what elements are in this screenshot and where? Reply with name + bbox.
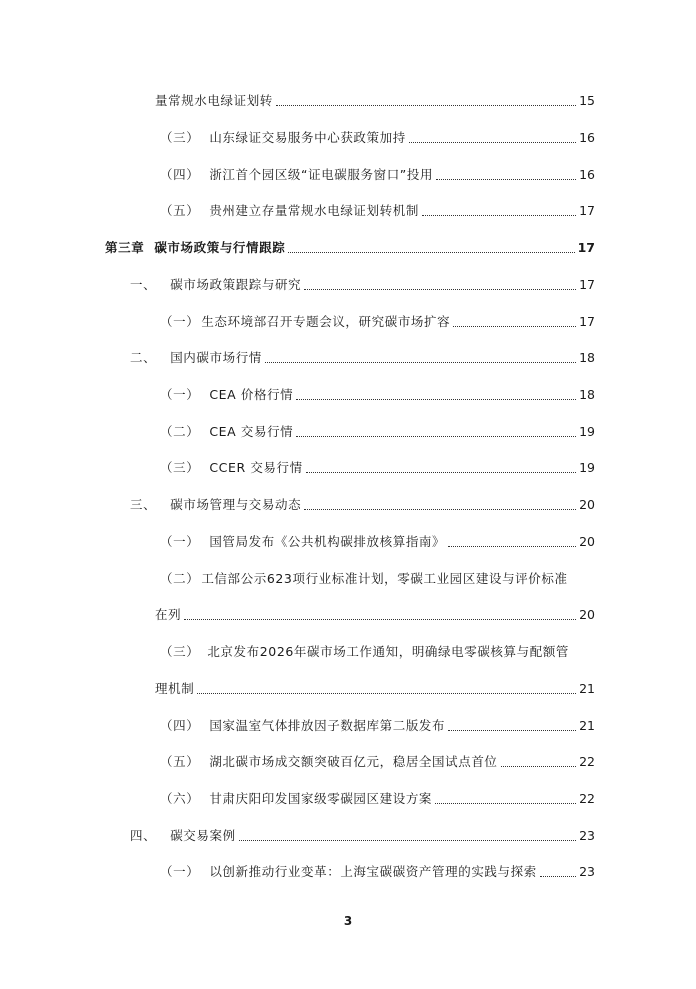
toc-entry-number: （三） — [160, 460, 200, 475]
toc-entry-number: （一） — [160, 387, 200, 402]
dot-leader — [448, 545, 576, 547]
toc-entry-title: 贵州建立存量常规水电绿证划转机制 — [209, 203, 419, 218]
toc-entry-number: （三） — [160, 130, 200, 145]
toc-entry[interactable] — [160, 459, 595, 477]
toc-entry-title: 浙江首个园区级“证电碳服务窗口”投用 — [209, 167, 434, 182]
dot-leader — [184, 618, 576, 620]
dot-leader — [501, 765, 577, 767]
dot-leader — [265, 361, 576, 363]
toc-entry-number: （四） — [160, 167, 200, 182]
dot-leader — [296, 398, 576, 400]
toc-entry-page: 20 — [579, 607, 595, 622]
toc-entry-page: 17 — [579, 277, 595, 292]
toc-entry-first-line[interactable] — [160, 570, 568, 588]
dot-leader — [540, 875, 576, 877]
toc-entry-page: 16 — [579, 130, 595, 145]
toc-entry[interactable] — [160, 863, 595, 881]
toc-entry-number: （二） — [160, 571, 200, 586]
dot-leader — [436, 178, 576, 180]
toc-entry-number: 第三章 — [105, 240, 145, 255]
toc-entry-page: 19 — [579, 424, 595, 439]
toc-entry-number: （六） — [160, 791, 200, 806]
dot-leader — [296, 435, 576, 437]
toc-entry[interactable] — [160, 423, 595, 441]
toc-entry-title: 北京发布2026年碳市场工作通知，明确绿电零碳核算与配额管 — [207, 644, 570, 659]
toc-entry-page: 17 — [579, 314, 595, 329]
toc-entry-page: 20 — [579, 497, 595, 512]
toc-entry-page: 23 — [579, 828, 595, 843]
toc-entry-page: 18 — [579, 387, 595, 402]
toc-entry[interactable] — [160, 717, 595, 735]
toc-entry-title: CEA 价格行情 — [209, 387, 294, 402]
toc-entry-page: 19 — [579, 460, 595, 475]
toc-entry[interactable] — [155, 92, 595, 110]
toc-entry-page: 20 — [579, 534, 595, 549]
toc-entry-title: 碳市场管理与交易动态 — [170, 497, 302, 512]
toc-entry-title: CEA 交易行情 — [209, 424, 294, 439]
toc-entry-continuation[interactable] — [155, 680, 595, 698]
toc-entry-number: （一） — [160, 314, 200, 329]
toc-entry[interactable] — [160, 313, 595, 331]
dot-leader — [448, 729, 576, 731]
dot-leader — [288, 251, 574, 253]
toc-entry-number: （一） — [160, 534, 200, 549]
toc-entry-number: 一、 — [130, 277, 157, 292]
toc-entry[interactable] — [160, 166, 595, 184]
toc-entry-page: 21 — [579, 718, 595, 733]
toc-entry-number: 二、 — [130, 350, 157, 365]
dot-leader — [304, 288, 576, 290]
toc-entry-title: 工信部公示623项行业标准计划，零碳工业园区建设与评价标准 — [201, 571, 568, 586]
toc-entry-number: （三） — [160, 644, 200, 659]
toc-entry-title: 碳市场政策跟踪与研究 — [170, 277, 302, 292]
page-number: 3 — [343, 914, 353, 928]
toc-entry[interactable] — [160, 202, 595, 220]
toc-entry-page: 22 — [579, 791, 595, 806]
toc-entry[interactable] — [160, 753, 595, 771]
toc-chapter-entry[interactable] — [105, 239, 595, 257]
toc-entry-first-line[interactable] — [160, 643, 569, 661]
toc-section-entry[interactable] — [130, 349, 595, 367]
toc-entry-page: 16 — [579, 167, 595, 182]
toc-entry-number: 三、 — [130, 497, 157, 512]
toc-entry-page: 22 — [579, 754, 595, 769]
toc-entry[interactable] — [160, 129, 595, 147]
toc-entry-page: 17 — [579, 203, 595, 218]
dot-leader — [306, 471, 576, 473]
toc-entry-continuation[interactable] — [155, 606, 595, 624]
toc-entry-title: 以创新推动行业变革：上海宝碳碳资产管理的实践与探索 — [209, 864, 537, 879]
toc-entry-number: （一） — [160, 864, 200, 879]
toc-section-entry[interactable] — [130, 496, 595, 514]
dot-leader — [453, 325, 576, 327]
toc-entry-title: 生态环境部召开专题会议，研究碳市场扩容 — [201, 314, 451, 329]
dot-leader — [276, 104, 576, 106]
toc-entry-title: 碳交易案例 — [170, 828, 236, 843]
toc-entry[interactable] — [160, 790, 595, 808]
toc-entry-title-continued: 在列 — [155, 607, 182, 622]
toc-entry[interactable] — [160, 386, 595, 404]
toc-entry-title: 国内碳市场行情 — [170, 350, 262, 365]
dot-leader — [409, 141, 576, 143]
toc-entry-page: 21 — [579, 681, 595, 696]
toc-entry-title: 碳市场政策与行情跟踪 — [154, 240, 286, 255]
toc-entry-page: 23 — [579, 864, 595, 879]
toc-entry-title: 国家温室气体排放因子数据库第二版发布 — [209, 718, 446, 733]
toc-entry-title-continued: 理机制 — [155, 681, 195, 696]
toc-entry-title: 湖北碳市场成交额突破百亿元，稳居全国试点首位 — [209, 754, 498, 769]
toc-entry-title: 量常规水电绿证划转 — [155, 93, 273, 108]
toc-section-entry[interactable] — [130, 276, 595, 294]
dot-leader — [435, 802, 576, 804]
toc-entry-title: CCER 交易行情 — [209, 460, 303, 475]
toc-entry-number: （五） — [160, 203, 200, 218]
toc-entry-number: 四、 — [130, 828, 157, 843]
toc-entry-page: 18 — [579, 350, 595, 365]
toc-entry-number: （二） — [160, 424, 200, 439]
toc-entry[interactable] — [160, 533, 595, 551]
dot-leader — [239, 839, 576, 841]
dot-leader — [197, 692, 576, 694]
toc-entry-page: 15 — [579, 93, 595, 108]
toc-entry-number: （五） — [160, 754, 200, 769]
dot-leader — [304, 508, 576, 510]
toc-entry-page: 17 — [577, 240, 595, 255]
dot-leader — [422, 214, 576, 216]
toc-section-entry[interactable] — [130, 827, 595, 845]
toc-entry-title: 甘肃庆阳印发国家级零碳园区建设方案 — [209, 791, 433, 806]
toc-entry-title: 山东绿证交易服务中心获政策加持 — [209, 130, 406, 145]
toc-entry-number: （四） — [160, 718, 200, 733]
toc-entry-title: 国管局发布《公共机构碳排放核算指南》 — [209, 534, 446, 549]
